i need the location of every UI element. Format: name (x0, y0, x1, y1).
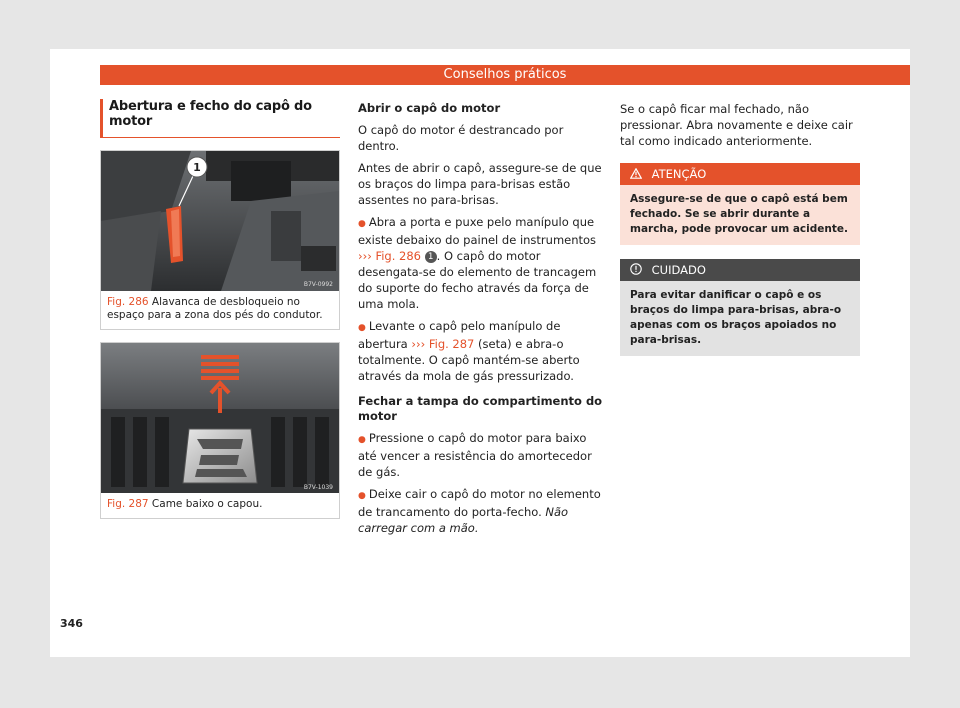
page-number: 346 (60, 617, 83, 630)
warning-box (620, 163, 860, 245)
figure-number: Fig. 287 (107, 498, 149, 510)
callout-1: 1 (193, 161, 201, 174)
fig-arrow: ››› (358, 249, 372, 263)
fig-link-286[interactable]: Fig. 286 (375, 249, 421, 263)
paragraph: Antes de abrir o capô, assegure-se de que os braços do limpa para-brisas estão assentes no para-brisas. (358, 161, 602, 207)
manual-page (50, 49, 910, 657)
bullet-item: ● Abra a porta e puxe pelo manípulo que existe debaixo do painel de instrumentos ››› Fig. 286 1 . O capô do motor desengata-se do elemento de trancagem do suporte do fecho através da força de uma mola. (358, 215, 597, 311)
open-hood-heading: Abrir o capô do motor (358, 101, 501, 115)
column-right (620, 101, 860, 356)
hood-opening-handle-photo (101, 343, 339, 493)
figure-287 (100, 342, 340, 519)
hood-release-lever-photo (101, 151, 339, 291)
paragraph: Se o capô ficar mal fechado, não pressionar. Abra novamente e deixe cair tal como indicado anteriormente. (620, 102, 853, 148)
chapter-header: Conselhos práticos (100, 65, 910, 85)
caution-title: CUIDADO (651, 263, 706, 277)
bullet-icon: ● (358, 219, 366, 229)
warning-text: Assegure-se de que o capô está bem fechado. Se se abrir durante a marcha, pode provocar um acidente. (620, 185, 860, 245)
caution-box (620, 259, 860, 356)
caption-text: Alavanca de desbloqueio no espaço para a zona dos pés do condutor. (107, 296, 323, 321)
paragraph: O capô do motor é destrancado por dentro. (358, 123, 564, 153)
info-circle-icon (630, 263, 646, 277)
bullet-icon: ● (358, 435, 366, 445)
figure-number: Fig. 286 (107, 296, 149, 308)
caption-text: Came baixo o capou. (151, 498, 263, 510)
figure-code: B7V-0992 (303, 281, 333, 288)
warning-title: ATENÇÃO (651, 167, 707, 181)
warning-triangle-icon (630, 167, 646, 181)
fig-arrow: ››› (411, 337, 426, 351)
bullet-icon: ● (358, 491, 366, 501)
column-left (100, 99, 340, 519)
column-middle (358, 101, 604, 542)
bullet-item: ● Levante o capô pelo manípulo de abertura ››› Fig. 287 (seta) e abra-o totalmente. O capô mantém-se aberto através da mola de gás pressurizado. (358, 319, 580, 383)
section-title: Abertura e fecho do capô do motor (100, 99, 340, 138)
bullet-item: ● Deixe cair o capô do motor no elemento de trancamento do porta-fecho. Não carregar com a mão. (358, 487, 601, 535)
warning-header (620, 163, 860, 185)
close-hood-heading: Fechar a tampa do compartimento do motor (358, 394, 603, 423)
caution-text: Para evitar danificar o capô e os braços do limpa para-brisas, abra-o apenas com os braços apoiados no para-brisas. (620, 281, 860, 356)
figure-code: B7V-1039 (303, 484, 333, 491)
fig-link-287[interactable]: Fig. 287 (428, 337, 475, 351)
callout-1-icon: 1 (425, 251, 437, 263)
bullet-icon: ● (358, 323, 366, 333)
figure-caption (101, 493, 339, 518)
bullet-item: ● Pressione o capô do motor para baixo até vencer a resistência do amortecedor de gás. (358, 431, 592, 479)
caution-header (620, 259, 860, 281)
figure-286 (100, 150, 340, 330)
figure-caption (101, 291, 339, 329)
